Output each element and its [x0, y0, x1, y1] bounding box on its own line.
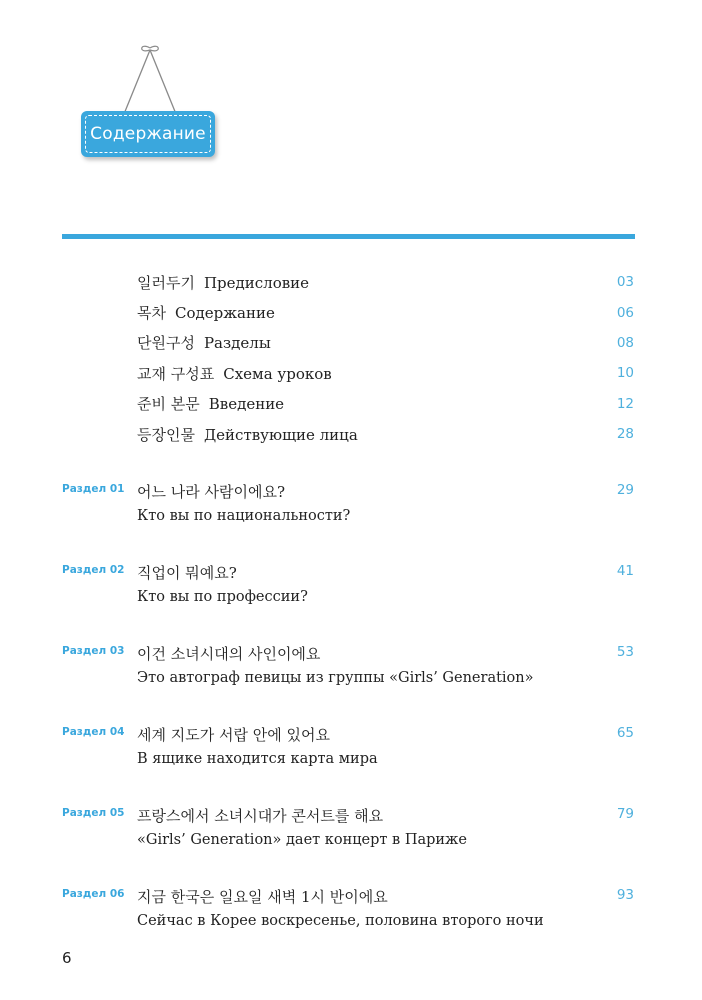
unit-title-ru: Кто вы по национальности? — [137, 508, 351, 524]
unit-label: Раздел 01 — [62, 483, 125, 495]
toc-page-number: 29 — [616, 482, 634, 498]
unit-title-ru: Это автограф певицы из группы «Girls’ Generation» — [137, 670, 534, 686]
unit-title-kr: 지금 한국은 일요일 새벽 1시 반이에요 — [137, 888, 388, 906]
unit-title-kr: 프랑스에서 소녀시대가 콘서트를 해요 — [137, 807, 384, 825]
toc-entry-kr: 등장인물 — [137, 425, 195, 444]
unit-title-kr: 이건 소녀시대의 사인이에요 — [137, 645, 321, 663]
toc-page-number: 65 — [616, 725, 634, 741]
contents-tag-label: Содержание — [85, 115, 211, 153]
toc-page-number: 06 — [616, 304, 634, 321]
toc-entry-sections[interactable] — [137, 328, 634, 358]
toc-page-number: 10 — [616, 365, 634, 382]
unit-title-kr: 직업이 뭐예요? — [137, 564, 237, 582]
toc-entry-lesson-scheme[interactable] — [137, 358, 634, 388]
toc-entry-kr: 교재 구성표 — [137, 364, 215, 383]
toc-entry-ru: Схема уроков — [223, 364, 332, 383]
unit-label: Раздел 03 — [62, 645, 125, 657]
toc-entry-ru: Действующие лица — [203, 425, 358, 444]
toc-entry-kr: 단원구성 — [137, 334, 195, 353]
toc-entry-contents[interactable] — [137, 297, 634, 327]
toc-entry-kr: 목차 — [137, 304, 166, 323]
unit-title-ru: Кто вы по профессии? — [137, 589, 308, 605]
contents-tag — [81, 111, 215, 157]
toc-page-number: 79 — [616, 806, 634, 822]
toc-entry-ru: Содержание — [174, 304, 275, 323]
toc-entry-ru: Предисловие — [203, 273, 310, 292]
toc-page-number: 08 — [616, 334, 634, 351]
unit-title-ru: В ящике находится карта мира — [137, 751, 378, 767]
header-divider — [62, 234, 635, 239]
toc-entry-ru: Введение — [208, 395, 285, 414]
unit-title-ru: «Girls’ Generation» дает концерт в Париже — [137, 832, 467, 848]
tag-string-decoration — [110, 40, 200, 120]
page-number-footer: 6 — [62, 949, 72, 967]
toc-entry-characters[interactable] — [137, 419, 634, 449]
unit-label: Раздел 05 — [62, 807, 125, 819]
unit-title-ru: Сейчас в Корее воскресенье, половина второго ночи — [137, 913, 544, 929]
unit-title-kr: 어느 나라 사람이에요? — [137, 483, 285, 501]
toc-page-number: 12 — [616, 395, 634, 412]
unit-label: Раздел 06 — [62, 888, 125, 900]
toc-entry-introduction[interactable] — [137, 389, 634, 419]
front-matter-list — [137, 267, 634, 449]
toc-entry-preface[interactable] — [137, 267, 634, 297]
toc-entry-kr: 준비 본문 — [137, 395, 200, 414]
toc-page-number: 41 — [616, 563, 634, 579]
unit-label: Раздел 02 — [62, 564, 125, 576]
unit-title-kr: 세계 지도가 서랍 안에 있어요 — [137, 726, 330, 744]
toc-entry-ru: Разделы — [203, 334, 271, 353]
toc-page-number: 03 — [616, 274, 634, 291]
toc-page-number: 53 — [616, 644, 634, 660]
toc-page-number: 93 — [616, 887, 634, 903]
toc-page-number: 28 — [616, 426, 634, 443]
toc-entry-kr: 일러두기 — [137, 273, 195, 292]
unit-label: Раздел 04 — [62, 726, 125, 738]
